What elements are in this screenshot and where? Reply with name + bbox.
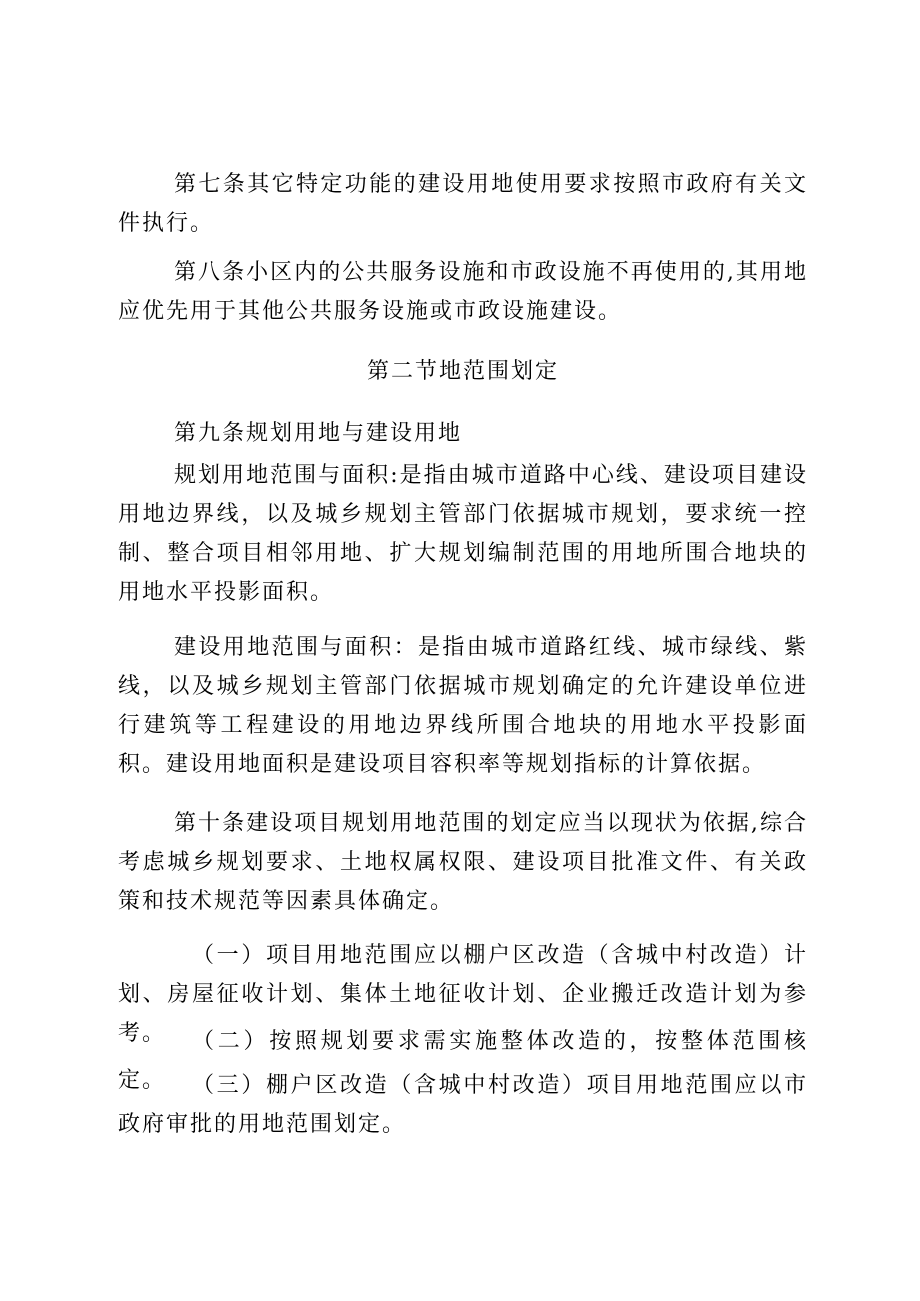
planning-land-definition: 规划用地范围与面积:是指由城市道路中心线、建设项目建设用地边界线，以及城乡规划主管部门依据城市规划，要求统一控制、整合项目相邻用地、扩大规划编制范围的用地所围合地块的用地水平投影面积。 [118,463,808,605]
section-heading: 第二节地范围划定 [366,359,559,384]
article-8-paragraph: 第八条小区内的公共服务设施和市政设施不再使用的,其用地应优先用于其他公共服务设施或市政设施建设。 [118,260,808,324]
item-2-paragraph: （二）按照规划要求需实施整体改造的，按整体范围核定。 [118,1029,808,1093]
article-9-heading: 第九条规划用地与建设用地 [174,421,463,446]
item-3-paragraph: （三）棚户区改造（含城中村改造）项目用地范围应以市政府审批的用地范围划定。 [118,1073,808,1137]
construction-land-definition: 建设用地范围与面积：是指由城市道路红线、城市绿线、紫线，以及城乡规划主管部门依据城市规划确定的允许建设单位进行建筑等工程建设的用地边界线所围合地块的用地水平投影面积。建设用地面积是建设项目容积率等规划指标的计算依据。 [118,635,808,777]
article-7-paragraph: 第七条其它特定功能的建设用地使用要求按照市政府有关文件执行。 [118,172,808,236]
item-1-paragraph: （一）项目用地范围应以棚户区改造（含城中村改造）计划、房屋征收计划、集体土地征收计划、企业搬迁改造计划为参考。 [118,943,808,1046]
article-10-paragraph: 第十条建设项目规划用地范围的划定应当以现状为依据,综合考虑城乡规划要求、土地权属权限、建设项目批准文件、有关政策和技术规范等因素具体确定。 [118,811,808,914]
